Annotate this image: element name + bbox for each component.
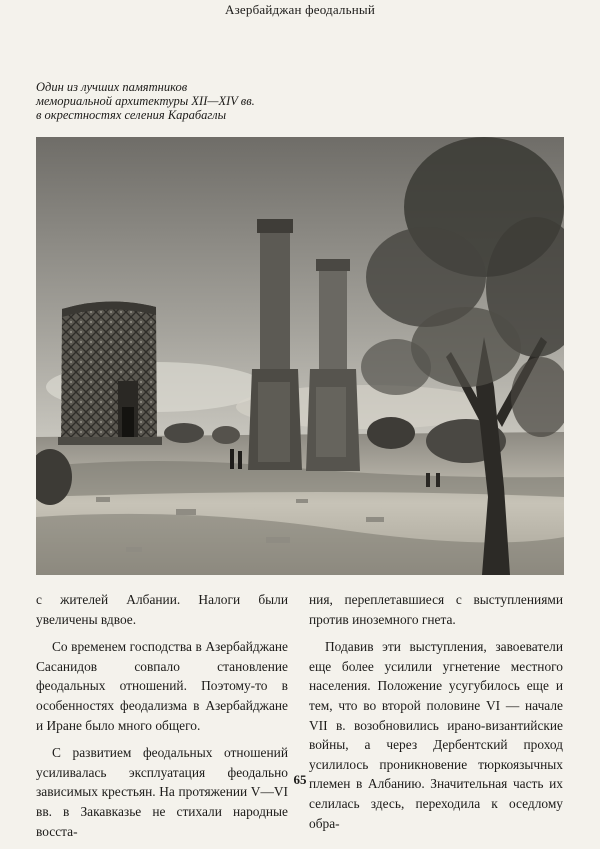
caption-line: мемориальной архитектуры XII—XIV вв. [36, 94, 255, 108]
caption-line: Один из лучших памятников [36, 80, 188, 94]
running-header: Азербайджан феодальный [225, 2, 375, 17]
page-number: 65 [293, 772, 307, 787]
paragraph: С развитием феодальных отношений усиливалась эксплуатация феодально зависимых крестьян. На протяжении V—VI вв. в Закавказье не стихали народные восста- [36, 745, 288, 839]
photo-caption [36, 80, 336, 122]
monument-photo [36, 137, 564, 575]
text-column-right [309, 590, 563, 841]
caption-line: в окрестностях селения Карабаглы [36, 108, 227, 122]
paragraph: с жителей Албании. Налоги были увеличены вдвое. [36, 592, 288, 627]
paragraph: Подавив эти выступления, завоеватели еще более усилили угнетение местного населения. Положение усугубилось еще и тем, что во второй половине VI — начале VII в. возобновились ирано-византийские войны, а через Дербентский проход усилилось проникновение тюркоязычных племен в Албанию. Значительная часть их селилась здесь, переходила к оседлому обра- [309, 639, 563, 831]
paragraph: Со временем господства в Азербайджане Сасанидов совпало становление феодальных отношений. Поэтому-то в особенностях феодализма в Азербайджане и Иране было много общего. [36, 639, 288, 733]
text-column-left [36, 590, 288, 849]
paragraph: ния, переплетавшиеся с выступлениями против иноземного гнета. [309, 592, 563, 627]
